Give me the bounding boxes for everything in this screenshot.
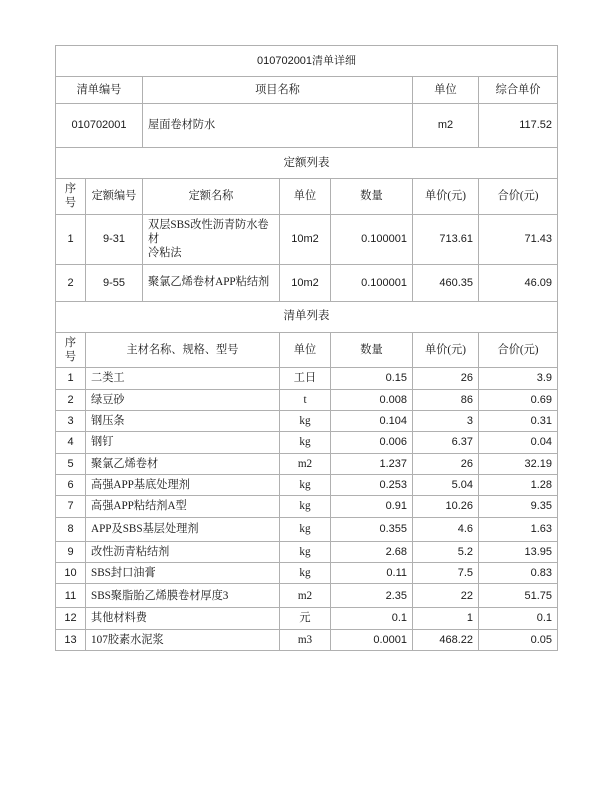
- material-qty: 0.008: [331, 389, 413, 410]
- material-seq: 7: [56, 496, 86, 517]
- document-title-row: [56, 46, 558, 77]
- material-name: 高强APP基底处理剂: [86, 474, 280, 495]
- quota-header-row: [56, 179, 558, 215]
- material-qty: 0.104: [331, 410, 413, 431]
- material-price: 7.5: [413, 562, 479, 583]
- material-total: 1.63: [479, 517, 558, 541]
- quota-header-seq: 序号: [56, 179, 86, 215]
- material-price: 26: [413, 368, 479, 389]
- material-name: 改性沥青粘结剂: [86, 541, 280, 562]
- material-unit: kg: [280, 474, 331, 495]
- quota-unit: 10m2: [280, 264, 331, 301]
- summary-header-row: [56, 77, 558, 104]
- summary-unit-price: 117.52: [479, 104, 558, 148]
- material-total: 0.05: [479, 629, 558, 650]
- material-price: 6.37: [413, 432, 479, 453]
- table-row: [56, 264, 558, 301]
- material-seq: 1: [56, 368, 86, 389]
- quota-header-price: 单价(元): [413, 179, 479, 215]
- material-header-price: 单价(元): [413, 332, 479, 368]
- summary-header-code: 清单编号: [56, 77, 143, 104]
- material-total: 9.35: [479, 496, 558, 517]
- quota-name: 聚氯乙烯卷材APP粘结剂: [143, 264, 280, 301]
- quota-header-total: 合价(元): [479, 179, 558, 215]
- material-seq: 9: [56, 541, 86, 562]
- material-unit: m2: [280, 453, 331, 474]
- table-row: [56, 432, 558, 453]
- material-price: 22: [413, 584, 479, 608]
- material-name: 聚氯乙烯卷材: [86, 453, 280, 474]
- table-row: [56, 368, 558, 389]
- quota-unit: 10m2: [280, 214, 331, 264]
- material-name: 高强APP粘结剂A型: [86, 496, 280, 517]
- material-qty: 0.006: [331, 432, 413, 453]
- material-name: 钢压条: [86, 410, 280, 431]
- material-seq: 11: [56, 584, 86, 608]
- quota-price: 713.61: [413, 214, 479, 264]
- material-total: 0.04: [479, 432, 558, 453]
- summary-data-row: [56, 104, 558, 148]
- material-name: SBS封口油膏: [86, 562, 280, 583]
- material-total: 0.83: [479, 562, 558, 583]
- table-row: [56, 389, 558, 410]
- quote-detail-table: [55, 45, 558, 651]
- material-unit: kg: [280, 496, 331, 517]
- table-row: [56, 584, 558, 608]
- material-price: 5.04: [413, 474, 479, 495]
- material-unit: kg: [280, 432, 331, 453]
- table-row: [56, 496, 558, 517]
- table-row: [56, 474, 558, 495]
- material-price: 468.22: [413, 629, 479, 650]
- summary-code: 010702001: [56, 104, 143, 148]
- material-header-name: 主材名称、规格、型号: [86, 332, 280, 368]
- material-total: 51.75: [479, 584, 558, 608]
- material-seq: 10: [56, 562, 86, 583]
- table-row: [56, 214, 558, 264]
- material-unit: kg: [280, 410, 331, 431]
- quota-code: 9-31: [86, 214, 143, 264]
- material-total: 0.31: [479, 410, 558, 431]
- material-qty: 1.237: [331, 453, 413, 474]
- table-row: [56, 517, 558, 541]
- material-seq: 2: [56, 389, 86, 410]
- quota-total: 46.09: [479, 264, 558, 301]
- material-qty: 2.68: [331, 541, 413, 562]
- material-qty: 0.1: [331, 608, 413, 629]
- material-seq: 4: [56, 432, 86, 453]
- material-seq: 13: [56, 629, 86, 650]
- quota-header-unit: 单位: [280, 179, 331, 215]
- material-header-qty: 数量: [331, 332, 413, 368]
- material-seq: 8: [56, 517, 86, 541]
- material-total: 3.9: [479, 368, 558, 389]
- material-total: 13.95: [479, 541, 558, 562]
- quota-header-code: 定额编号: [86, 179, 143, 215]
- material-price: 5.2: [413, 541, 479, 562]
- material-qty: 0.0001: [331, 629, 413, 650]
- material-header-total: 合价(元): [479, 332, 558, 368]
- material-total: 32.19: [479, 453, 558, 474]
- quota-qty: 0.100001: [331, 214, 413, 264]
- material-section-title-row: [56, 301, 558, 332]
- quota-code: 9-55: [86, 264, 143, 301]
- material-unit: kg: [280, 541, 331, 562]
- quota-header-name: 定额名称: [143, 179, 280, 215]
- quota-seq: 1: [56, 214, 86, 264]
- quota-header-qty: 数量: [331, 179, 413, 215]
- material-unit: 元: [280, 608, 331, 629]
- material-qty: 0.11: [331, 562, 413, 583]
- material-unit: kg: [280, 562, 331, 583]
- material-price: 3: [413, 410, 479, 431]
- quota-price: 460.35: [413, 264, 479, 301]
- material-total: 0.69: [479, 389, 558, 410]
- material-total: 1.28: [479, 474, 558, 495]
- quota-section-title: 定额列表: [56, 148, 558, 179]
- material-price: 26: [413, 453, 479, 474]
- material-seq: 12: [56, 608, 86, 629]
- table-row: [56, 608, 558, 629]
- quota-total: 71.43: [479, 214, 558, 264]
- material-qty: 0.15: [331, 368, 413, 389]
- material-price: 4.6: [413, 517, 479, 541]
- material-seq: 6: [56, 474, 86, 495]
- material-qty: 2.35: [331, 584, 413, 608]
- page-title: 010702001清单详细: [56, 46, 558, 77]
- summary-header-name: 项目名称: [143, 77, 413, 104]
- quota-section-title-row: [56, 148, 558, 179]
- table-row: [56, 629, 558, 650]
- material-unit: 工日: [280, 368, 331, 389]
- material-name: APP及SBS基层处理剂: [86, 517, 280, 541]
- material-qty: 0.91: [331, 496, 413, 517]
- material-price: 1: [413, 608, 479, 629]
- summary-name: 屋面卷材防水: [143, 104, 413, 148]
- material-name: 钢钉: [86, 432, 280, 453]
- material-header-unit: 单位: [280, 332, 331, 368]
- material-unit: t: [280, 389, 331, 410]
- material-unit: m2: [280, 584, 331, 608]
- material-seq: 3: [56, 410, 86, 431]
- material-unit: m3: [280, 629, 331, 650]
- material-price: 86: [413, 389, 479, 410]
- material-seq: 5: [56, 453, 86, 474]
- material-qty: 0.355: [331, 517, 413, 541]
- material-total: 0.1: [479, 608, 558, 629]
- material-unit: kg: [280, 517, 331, 541]
- material-header-seq: 序号: [56, 332, 86, 368]
- quota-name: 双层SBS改性沥青防水卷材 冷粘法: [143, 214, 280, 264]
- summary-header-unit: 单位: [413, 77, 479, 104]
- material-name: 其他材料费: [86, 608, 280, 629]
- quota-seq: 2: [56, 264, 86, 301]
- table-row: [56, 541, 558, 562]
- quota-qty: 0.100001: [331, 264, 413, 301]
- material-price: 10.26: [413, 496, 479, 517]
- material-qty: 0.253: [331, 474, 413, 495]
- material-name: 107胶素水泥浆: [86, 629, 280, 650]
- material-name: 二类工: [86, 368, 280, 389]
- material-section-title: 清单列表: [56, 301, 558, 332]
- summary-unit: m2: [413, 104, 479, 148]
- table-row: [56, 562, 558, 583]
- material-header-row: [56, 332, 558, 368]
- material-name: SBS聚脂胎乙烯膜卷材厚度3: [86, 584, 280, 608]
- summary-header-unit-price: 综合单价: [479, 77, 558, 104]
- table-row: [56, 410, 558, 431]
- table-row: [56, 453, 558, 474]
- material-name: 绿豆砂: [86, 389, 280, 410]
